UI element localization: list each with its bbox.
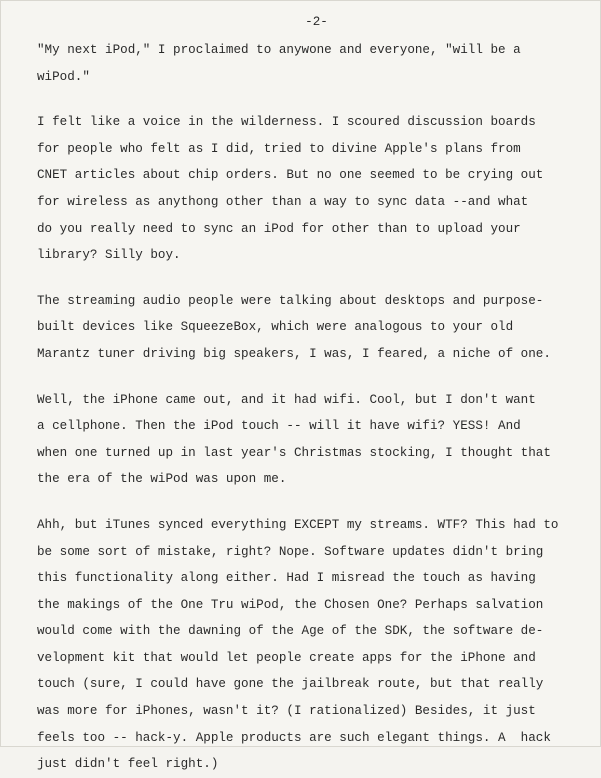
text-line: Well, the iPhone came out, and it had wifi. Cool, but I don't want — [37, 392, 536, 407]
paragraph-2 — [37, 109, 566, 269]
text-line: when one turned up in last year's Christmas stocking, I thought that — [37, 445, 551, 460]
paragraph-4 — [37, 387, 566, 493]
text-line: wiPod." — [37, 69, 90, 84]
text-line: just didn't feel right.) — [37, 757, 219, 772]
text-line: CNET articles about chip orders. But no one seemed to be crying out — [37, 168, 544, 183]
text-line: for wireless as anythong other than a way to sync data --and what — [37, 194, 529, 209]
text-line: built devices like SqueezeBox, which were analogous to your old — [37, 320, 514, 335]
text-line: a cellphone. Then the iPod touch -- will it have wifi? YESS! And — [37, 419, 521, 434]
paragraph-3 — [37, 288, 566, 368]
text-line: feels too -- hack-y. Apple products are such elegant things. A hack — [37, 730, 551, 745]
text-line: would come with the dawning of the Age of the SDK, the software de- — [37, 624, 544, 639]
text-line: the makings of the One Tru wiPod, the Chosen One? Perhaps salvation — [37, 597, 544, 612]
text-line: Marantz tuner driving big speakers, I was, I feared, a niche of one. — [37, 346, 551, 361]
text-line: "My next iPod," I proclaimed to anywone and everyone, "will be a — [37, 43, 521, 57]
text-line: do you really need to sync an iPod for other than to upload your — [37, 221, 521, 236]
text-line: for people who felt as I did, tried to divine Apple's plans from — [37, 141, 521, 156]
text-line: Ahh, but iTunes synced everything EXCEPT my streams. WTF? This had to — [37, 517, 559, 532]
text-line: The streaming audio people were talking about desktops and purpose- — [37, 293, 544, 308]
paragraph-1 — [37, 37, 566, 90]
paragraph-5 — [37, 512, 566, 778]
text-line: was more for iPhones, wasn't it? (I rationalized) Besides, it just — [37, 704, 536, 719]
text-line: the era of the wiPod was upon me. — [37, 472, 287, 487]
text-line: touch (sure, I could have gone the jailbreak route, but that really — [37, 677, 544, 692]
text-line: velopment kit that would let people create apps for the iPhone and — [37, 650, 536, 665]
text-line: I felt like a voice in the wilderness. I scoured discussion boards — [37, 115, 536, 130]
text-line: be some sort of mistake, right? Nope. Software updates didn't bring — [37, 544, 544, 559]
text-line: this functionality along either. Had I misread the touch as having — [37, 571, 536, 586]
page-number: -2- — [305, 15, 328, 29]
text-line: library? Silly boy. — [37, 248, 181, 263]
